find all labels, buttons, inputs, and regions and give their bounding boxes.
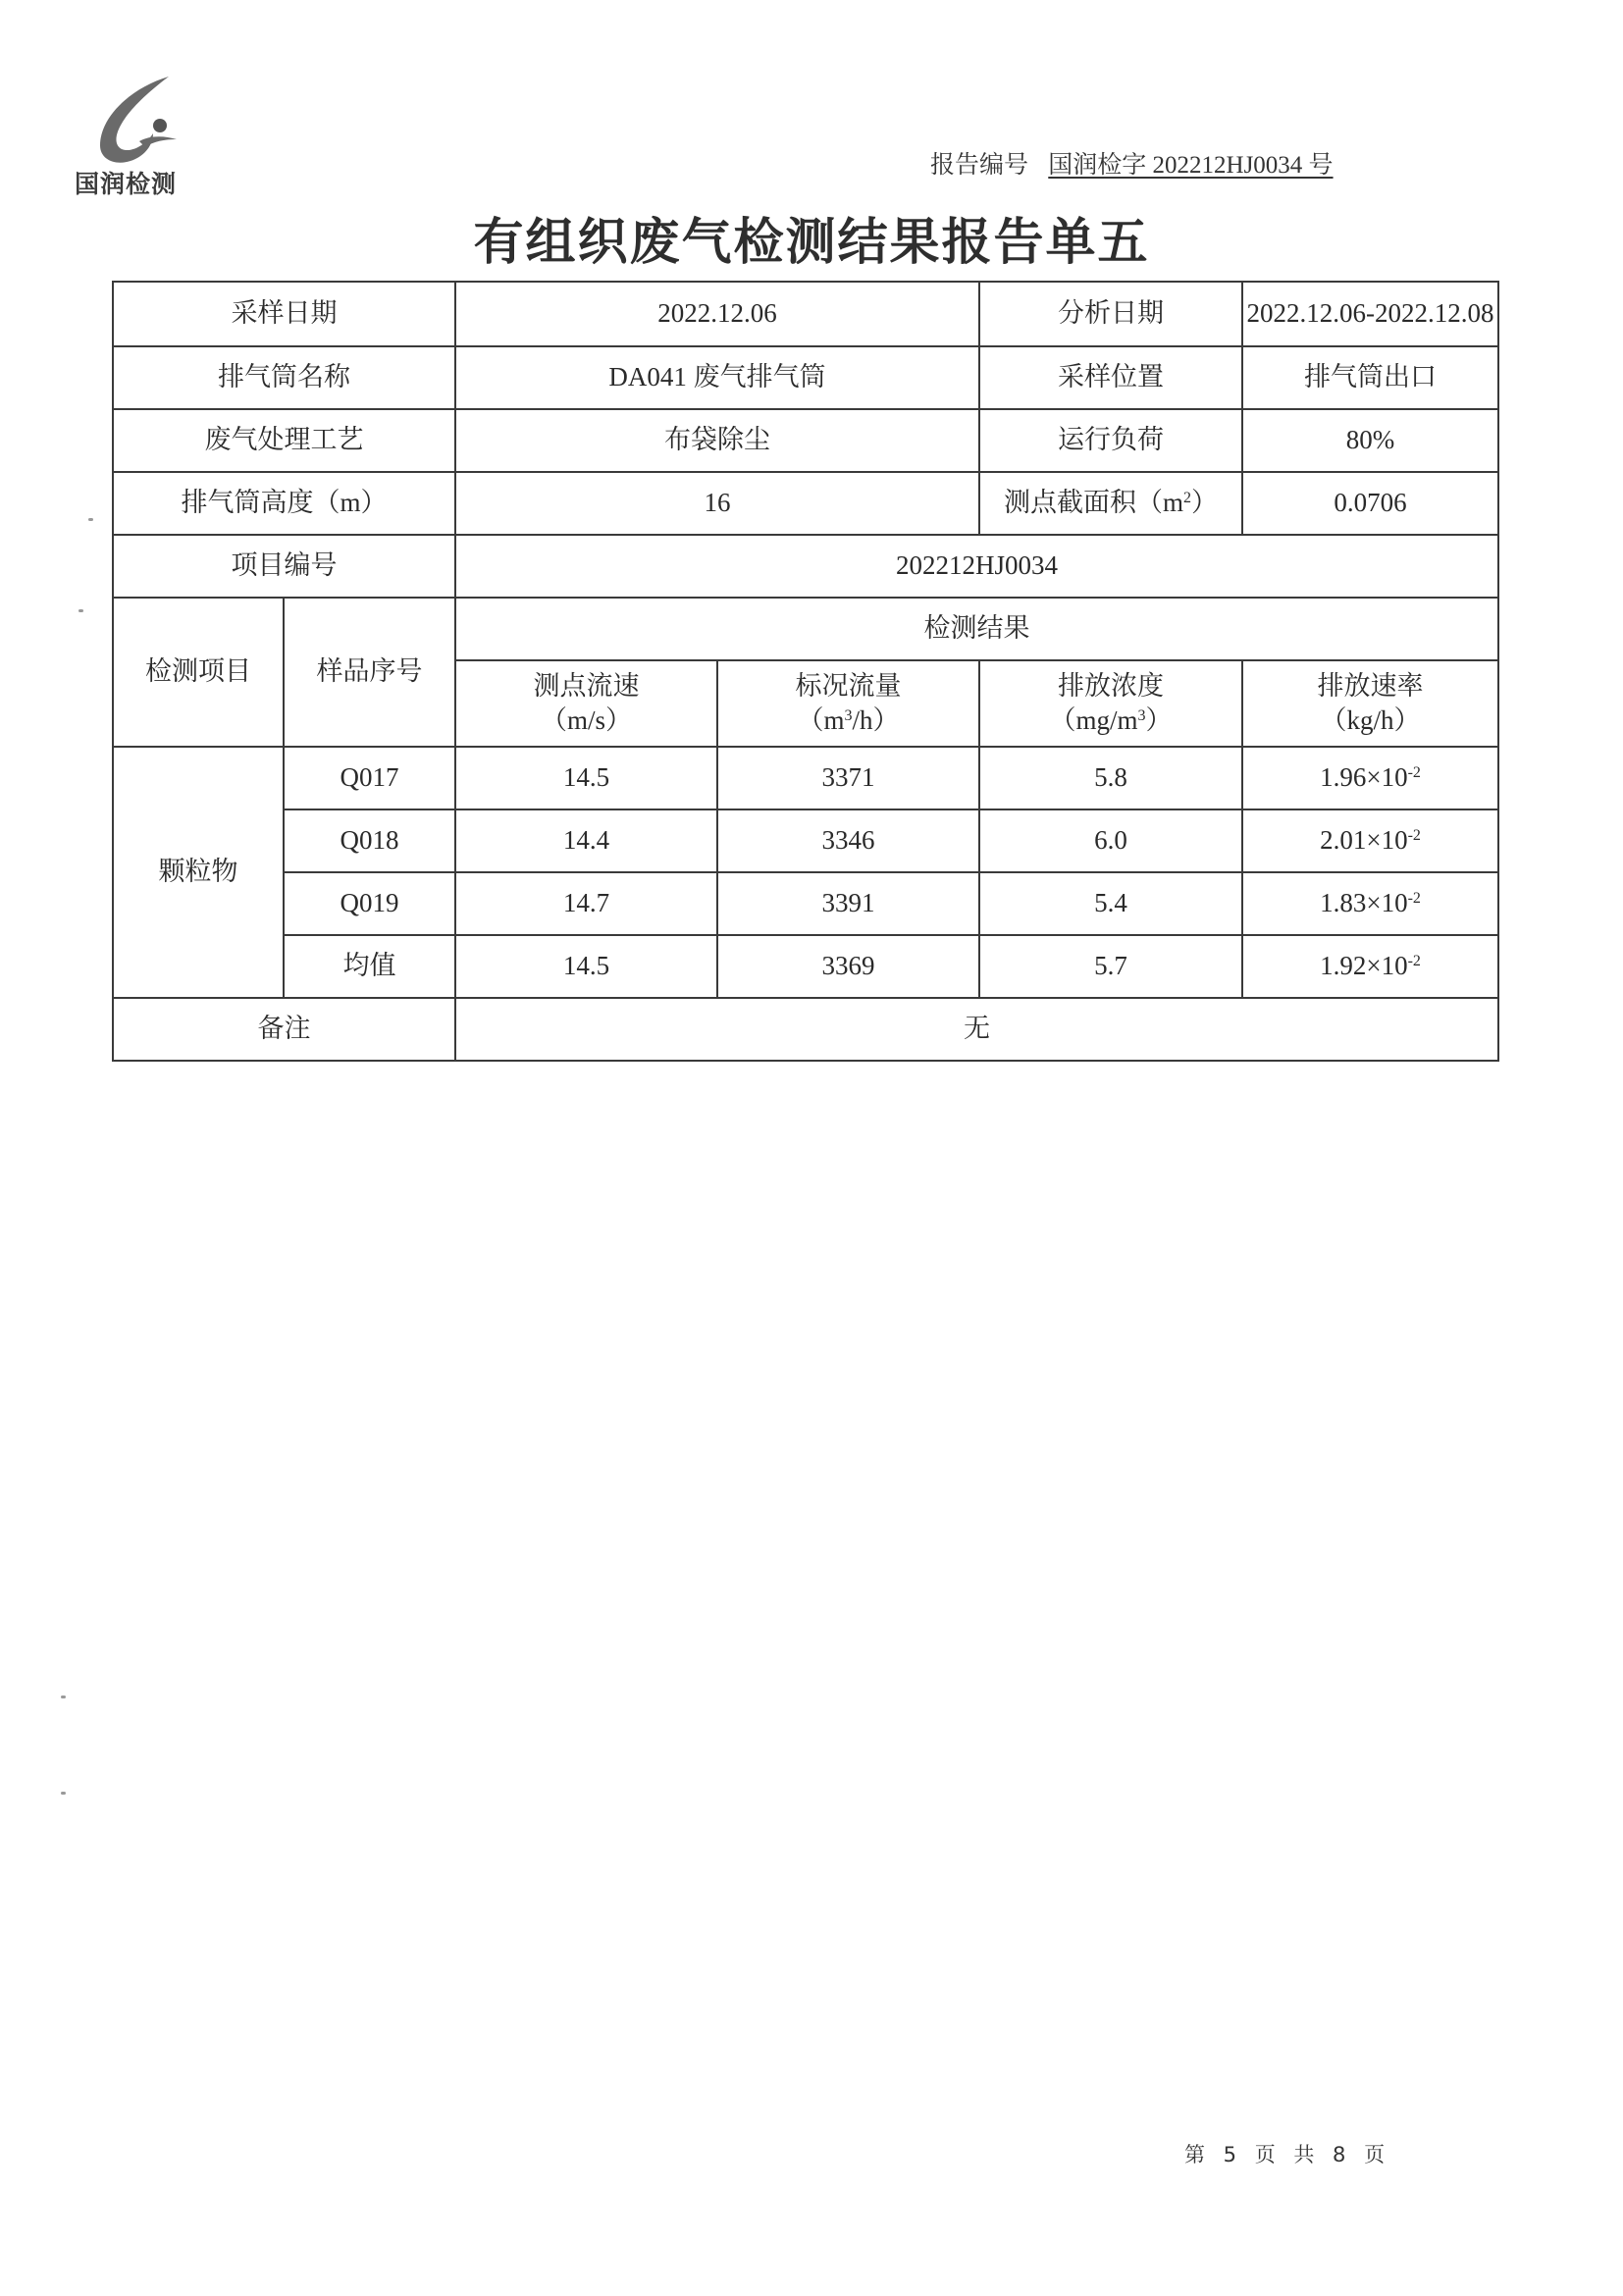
sample-id: Q018: [284, 809, 455, 872]
unit-text: （mg/m: [1049, 705, 1138, 735]
table-row: [113, 747, 1498, 809]
result-group-header: 检测结果: [455, 598, 1498, 660]
rate-exponent: -2: [1407, 890, 1421, 908]
rate-mantissa: 2.01×10: [1320, 825, 1408, 856]
column-header-velocity: [455, 660, 717, 747]
rate-mantissa: 1.83×10: [1320, 888, 1408, 918]
scan-artifact: [79, 609, 83, 612]
rate-exponent: -2: [1407, 827, 1421, 845]
sample-id: Q019: [284, 872, 455, 935]
rate-mantissa: 1.92×10: [1320, 951, 1408, 981]
project-no-label: 项目编号: [113, 535, 455, 598]
table-row: [113, 409, 1498, 472]
rate-exponent: -2: [1407, 764, 1421, 782]
table-row: [113, 998, 1498, 1061]
section-area-label-suffix: ）: [1191, 488, 1218, 518]
report-number-value: 国润检字 202212HJ0034 号: [1048, 152, 1334, 179]
concentration-value: 6.0: [979, 809, 1242, 872]
column-header-concentration: [979, 660, 1242, 747]
section-area-value: 0.0706: [1242, 472, 1498, 535]
sampling-location-value: 排气筒出口: [1242, 346, 1498, 409]
table-row: [113, 935, 1498, 998]
superscript: 3: [1137, 707, 1146, 724]
scan-artifact: [61, 1792, 66, 1795]
table-row: [113, 282, 1498, 346]
table-row: [113, 535, 1498, 598]
unit-suffix: ）: [1145, 705, 1173, 735]
report-number: [930, 145, 1334, 181]
sampling-date-value: 2022.12.06: [455, 282, 979, 346]
unit-text: （kg/h）: [1320, 705, 1421, 735]
table-row: [113, 809, 1498, 872]
superscript: 3: [844, 707, 853, 724]
unit-text: （m/s）: [540, 705, 632, 735]
flow-value: 3346: [717, 809, 979, 872]
item-name: 颗粒物: [113, 747, 284, 998]
column-name: 排放速率: [1317, 670, 1424, 701]
sample-id: Q017: [284, 747, 455, 809]
analysis-date-label: 分析日期: [979, 282, 1242, 346]
table-row: [113, 598, 1498, 660]
load-label: 运行负荷: [979, 409, 1242, 472]
stack-name-value: DA041 废气排气筒: [455, 346, 979, 409]
treatment-value: 布袋除尘: [455, 409, 979, 472]
analysis-date-value: 2022.12.06-2022.12.08: [1242, 282, 1498, 346]
load-value: 80%: [1242, 409, 1498, 472]
table-row: [113, 346, 1498, 409]
sample-id: 均值: [284, 935, 455, 998]
rate-exponent: -2: [1407, 953, 1421, 970]
section-area-label-text: 测点截面积（m: [1003, 488, 1183, 518]
scan-artifact: [61, 1696, 66, 1698]
unit-suffix: /h）: [852, 705, 900, 735]
rate-mantissa: 1.96×10: [1320, 762, 1408, 793]
column-name: 排放浓度: [1058, 670, 1164, 701]
flow-value: 3371: [717, 747, 979, 809]
rate-value: [1242, 747, 1498, 809]
table-row: [113, 472, 1498, 535]
column-unit: [456, 704, 716, 738]
column-unit: [718, 704, 978, 738]
scan-artifact: [88, 518, 93, 521]
column-name: 测点流速: [533, 670, 640, 701]
remark-label: 备注: [113, 998, 455, 1061]
sampling-location-label: 采样位置: [979, 346, 1242, 409]
velocity-value: 14.5: [455, 747, 717, 809]
column-name: 标况流量: [795, 670, 902, 701]
report-number-label: 报告编号: [930, 152, 1029, 179]
column-unit: [980, 704, 1241, 738]
flow-value: 3369: [717, 935, 979, 998]
unit-text: （m: [797, 705, 845, 735]
remark-value: 无: [455, 998, 1498, 1061]
column-header-rate: [1242, 660, 1498, 747]
item-header: 检测项目: [113, 598, 284, 747]
sample-header: 样品序号: [284, 598, 455, 747]
stack-height-value: 16: [455, 472, 979, 535]
concentration-value: 5.8: [979, 747, 1242, 809]
sampling-date-label: 采样日期: [113, 282, 455, 346]
treatment-label: 废气处理工艺: [113, 409, 455, 472]
page-number: 第 5 页 共 8 页: [1184, 2143, 1391, 2166]
concentration-value: 5.4: [979, 872, 1242, 935]
section-area-label: [979, 472, 1242, 535]
column-header-flow: [717, 660, 979, 747]
stack-name-label: 排气筒名称: [113, 346, 455, 409]
rate-value: [1242, 809, 1498, 872]
flow-value: 3391: [717, 872, 979, 935]
logo-text: 国润检测: [75, 170, 178, 198]
rate-value: [1242, 872, 1498, 935]
results-table: [112, 281, 1499, 1062]
rate-value: [1242, 935, 1498, 998]
guorun-logo-icon: [71, 69, 198, 167]
page-title: 有组织废气检测结果报告单五: [473, 214, 1150, 272]
superscript: 2: [1183, 490, 1191, 507]
project-no-value: 202212HJ0034: [455, 535, 1498, 598]
velocity-value: 14.4: [455, 809, 717, 872]
table-row: [113, 872, 1498, 935]
velocity-value: 14.7: [455, 872, 717, 935]
concentration-value: 5.7: [979, 935, 1242, 998]
velocity-value: 14.5: [455, 935, 717, 998]
column-unit: [1243, 704, 1497, 738]
stack-height-label: 排气筒高度（m）: [113, 472, 455, 535]
